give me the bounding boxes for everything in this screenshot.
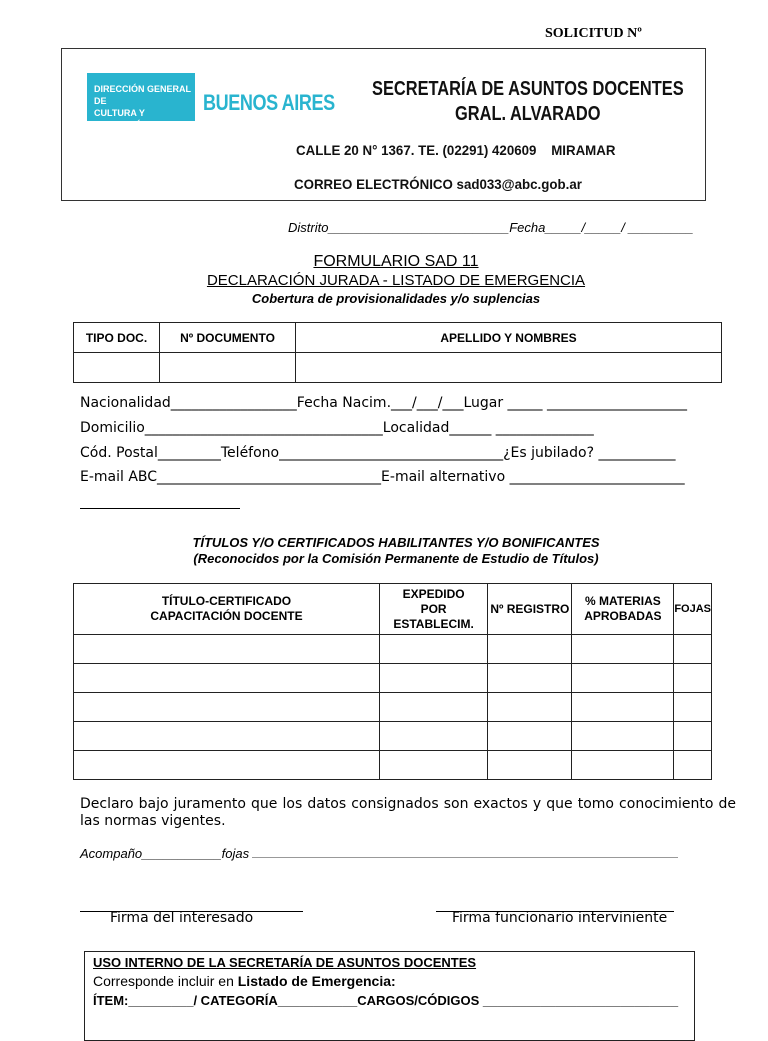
titulo-cell[interactable] [74,751,380,780]
acompano-fojas-field[interactable]: Acompaño___________fojas [80,846,250,861]
header-fojas: FOJAS [674,584,712,635]
fojas-cell[interactable] [674,635,712,664]
certificate-row [74,722,712,751]
fojas-cell[interactable] [674,664,712,693]
identity-input-row [74,353,722,383]
header-titulo-certificado: TÍTULO-CERTIFICADO CAPACITACIÓN DOCENTE [74,584,380,635]
form-subtitle-text: DECLARACIÓN JURADA - LISTADO DE EMERGENCIA [206,272,586,289]
certificate-row [74,664,712,693]
signature-interesado-label: Firma del interesado [110,910,254,926]
letterhead-email: CORREO ELECTRÓNICO sad033@abc.gob.ar [294,176,582,192]
logo-text-line1: DIRECCIÓN GENERAL DE [94,84,191,106]
certificate-row [74,751,712,780]
apellido-nombres-cell[interactable] [296,353,722,383]
buenos-aires-brand: BUENOS AIRES [203,90,335,115]
fojas-cell[interactable] [674,693,712,722]
titulo-cell[interactable] [74,635,380,664]
certificate-row [74,693,712,722]
header-numero-documento: Nº DOCUMENTO [160,323,296,353]
solicitud-number-label: SOLICITUD Nº [545,26,642,41]
registro-cell[interactable] [488,693,572,722]
header-tipo-doc: TIPO DOC. [74,323,160,353]
secretaria-title: SECRETARÍA DE ASUNTOS DOCENTES [372,78,684,100]
certificates-header-row [74,584,712,635]
signature-funcionario-label: Firma funcionario interviniente [452,910,668,926]
form-title-text: FORMULARIO SAD 11 [313,253,479,270]
expedido-cell[interactable] [379,635,487,664]
titulo-cell[interactable] [74,693,380,722]
certificates-table [73,583,712,780]
titles-heading-line2: (Reconocidos por la Comisión Permanente de Estudio de Títulos) [193,551,599,566]
logo-text-line2: CULTURA Y EDUCACIÓN [94,108,149,130]
fojas-cell[interactable] [674,751,712,780]
expedido-cell[interactable] [379,722,487,751]
expedido-cell[interactable] [379,664,487,693]
header-expedido-por: EXPEDIDO POR ESTABLECIM. [379,584,487,635]
materias-cell[interactable] [572,693,674,722]
dgcye-logo [87,73,195,130]
header-numero-registro: Nº REGISTRO [488,584,572,635]
acompano-underline [252,857,678,858]
registro-cell[interactable] [488,635,572,664]
distrito-fecha-field[interactable]: Distrito_________________________Fecha_____/_____/ _________ [288,220,694,235]
letterhead-address: CALLE 20 N° 1367. TE. (02291) 420609 MIRAMAR [296,142,616,158]
registro-cell[interactable] [488,751,572,780]
materias-cell[interactable] [572,635,674,664]
header-materias-aprobadas: % MATERIAS APROBADAS [572,584,674,635]
header-apellido-nombres: APELLIDO Y NOMBRES [296,323,722,353]
titles-heading [0,535,768,567]
domicilio-localidad-row[interactable]: Domicilio__________________________________Localidad______ ______________ [80,420,594,436]
materias-cell[interactable] [572,722,674,751]
secretaria-district: GRAL. ALVARADO [455,103,601,125]
sworn-declaration: Declaro bajo juramento que los datos consignados son exactos y que tomo conocimiento de las normas vigentes. [80,796,736,829]
certificate-row [74,635,712,664]
numero-documento-cell[interactable] [160,353,296,383]
form-subtitle [0,272,768,289]
internal-listado-prefix: Corresponde incluir en [93,973,238,989]
titles-heading-line1: TÍTULOS Y/O CERTIFICADOS HABILITANTES Y/O BONIFICANTES [192,535,600,550]
registro-cell[interactable] [488,664,572,693]
form-coverage-note: Cobertura de provisionalidades y/o suplencias [251,291,541,306]
internal-use-listado [93,973,396,989]
identity-header-row [74,323,722,353]
titulo-cell[interactable] [74,664,380,693]
fojas-cell[interactable] [674,722,712,751]
registro-cell[interactable] [488,722,572,751]
materias-cell[interactable] [572,751,674,780]
identity-table [73,322,722,383]
form-title [0,253,768,271]
email-row[interactable]: E-mail ABC________________________________E-mail alternativo _________________________ [80,469,685,485]
email-continuation-line[interactable] [80,508,240,509]
internal-listado-label: Listado de Emergencia: [237,973,396,989]
postal-telefono-jubilado-row[interactable]: Cód. Postal_________Teléfono________________________________¿Es jubilado? ___________ [80,445,676,461]
expedido-cell[interactable] [379,693,487,722]
internal-item-categoria-cargos[interactable]: ÍTEM:_________/ CATEGORÍA___________CARGOS/CÓDIGOS ___________________________ [93,993,679,1008]
materias-cell[interactable] [572,664,674,693]
nacionalidad-fecha-lugar-row[interactable]: Nacionalidad__________________Fecha Nacim.___/___/___Lugar _____ ____________________ [80,395,687,411]
expedido-cell[interactable] [379,751,487,780]
internal-use-title: USO INTERNO DE LA SECRETARÍA DE ASUNTOS DOCENTES [93,955,477,970]
tipo-doc-cell[interactable] [74,353,160,383]
titulo-cell[interactable] [74,722,380,751]
